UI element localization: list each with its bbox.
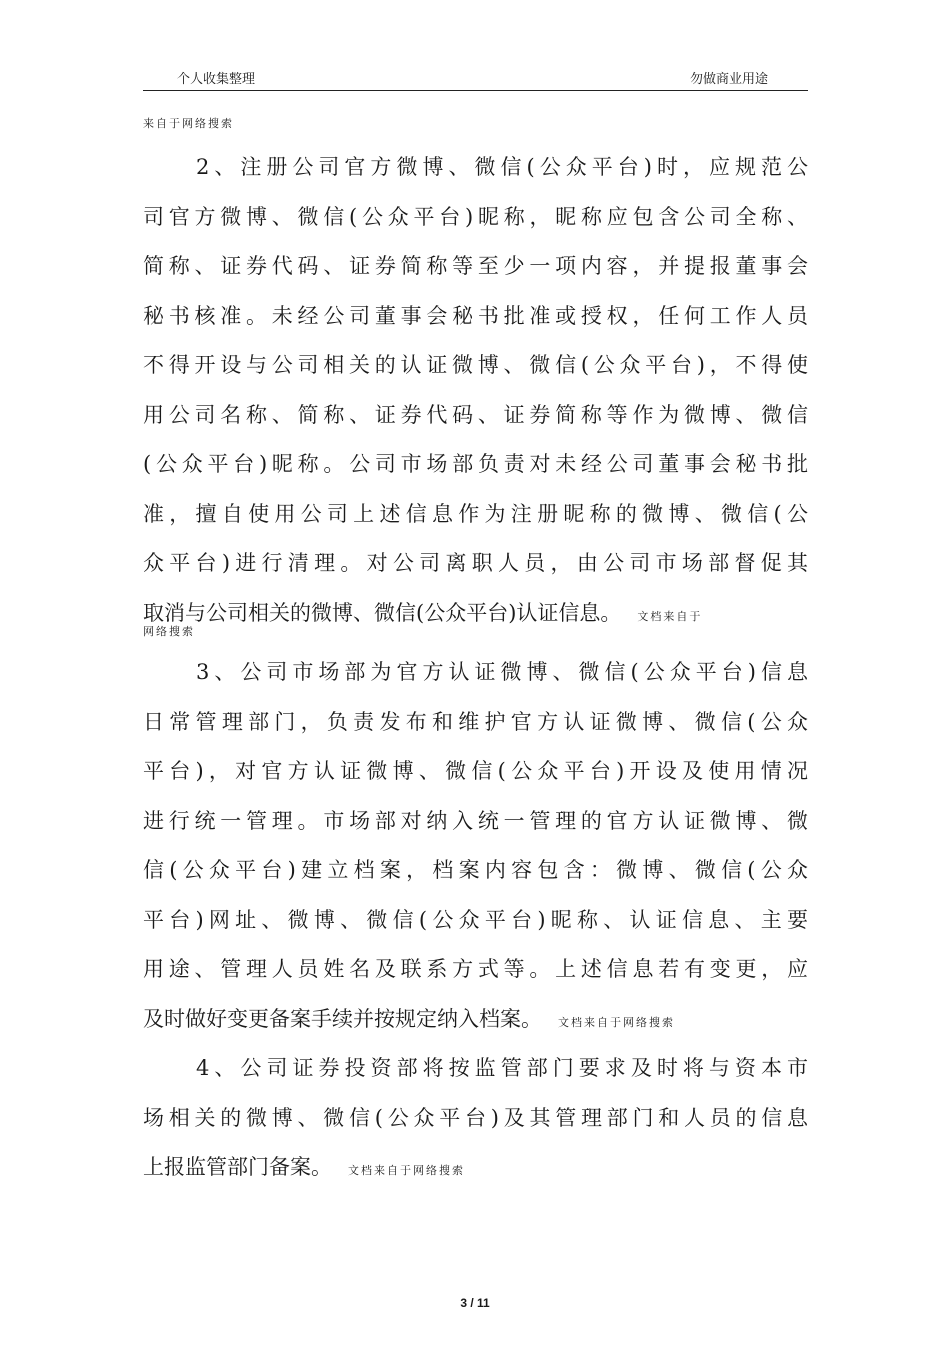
source-note: 文档来自于网络搜索 [558, 1015, 675, 1029]
paragraph-4 [143, 1044, 808, 1193]
paragraph-line: 众平台)进行清理。对公司离职人员，由公司市场部督促其 [143, 551, 808, 575]
paragraph-line: 2、注册公司官方微博、微信(公众平台)时，应规范公 [196, 155, 808, 179]
paragraph-line: 不得开设与公司相关的认证微博、微信(公众平台)，不得使 [143, 353, 808, 377]
paragraph-line-text: 取消与公司相关的微博、微信(公众平台)认证信息。 [143, 600, 622, 625]
paragraph-line: 准，擅自使用公司上述信息作为注册昵称的微博、微信(公 [143, 501, 808, 526]
paragraph-line: 信(公众平台)建立档案，档案内容包含：微博、微信(公众 [143, 858, 808, 882]
source-note: 来自于网络搜索 [143, 117, 234, 130]
paragraph-line: 司官方微博、微信(公众平台)昵称，昵称应包含公司全称、 [143, 204, 808, 229]
paragraph-line: 日常管理部门，负责发布和维护官方认证微博、微信(公众 [143, 709, 808, 734]
paragraph-line: 秘书核准。未经公司董事会秘书批准或授权，任何工作人员 [143, 303, 808, 328]
page-header [143, 62, 808, 91]
source-note: 文档来自于 [637, 609, 703, 623]
header-right-text: 勿做商业用途 [689, 72, 768, 87]
paragraph-line: 平台)，对官方认证微博、微信(公众平台)开设及使用情况 [143, 759, 808, 783]
paragraph-3 [143, 648, 808, 1044]
paragraph-2 [143, 143, 808, 640]
paragraph-line: (公众平台)昵称。公司市场部负责对未经公司董事会秘书批 [143, 452, 808, 476]
paragraph-line [143, 995, 808, 1045]
page-number: 3 / 11 [460, 1296, 490, 1310]
paragraph-line: 用途、管理人员姓名及联系方式等。上述信息若有变更，应 [143, 957, 808, 981]
paragraph-line: 平台)网址、微博、微信(公众平台)昵称、认证信息、主要 [143, 907, 808, 932]
header-left-text: 个人收集整理 [177, 72, 256, 87]
paragraph-line [143, 1143, 808, 1193]
source-note: 网络搜索 [143, 625, 195, 638]
paragraph-line: 简称、证券代码、证券简称等至少一项内容，并提报董事会 [143, 254, 808, 278]
source-note: 文档来自于网络搜索 [348, 1164, 465, 1177]
paragraph-line: 4、公司证券投资部将按监管部门要求及时将与资本市 [196, 1056, 808, 1080]
paragraph-line-text: 及时做好变更备案手续并按规定纳入档案。 [143, 1006, 542, 1031]
document-body [143, 116, 808, 1193]
paragraph-line: 进行统一管理。市场部对纳入统一管理的官方认证微博、微 [143, 808, 808, 833]
paragraph-line: 场相关的微博、微信(公众平台)及其管理部门和人员的信息 [143, 1105, 808, 1130]
paragraph-line: 用公司名称、简称、证券代码、证券简称等作为微博、微信 [143, 402, 808, 427]
paragraph-line-text: 上报监管部门备案。 [143, 1155, 332, 1179]
paragraph-line: 3、公司市场部为官方认证微博、微信(公众平台)信息 [196, 660, 808, 684]
